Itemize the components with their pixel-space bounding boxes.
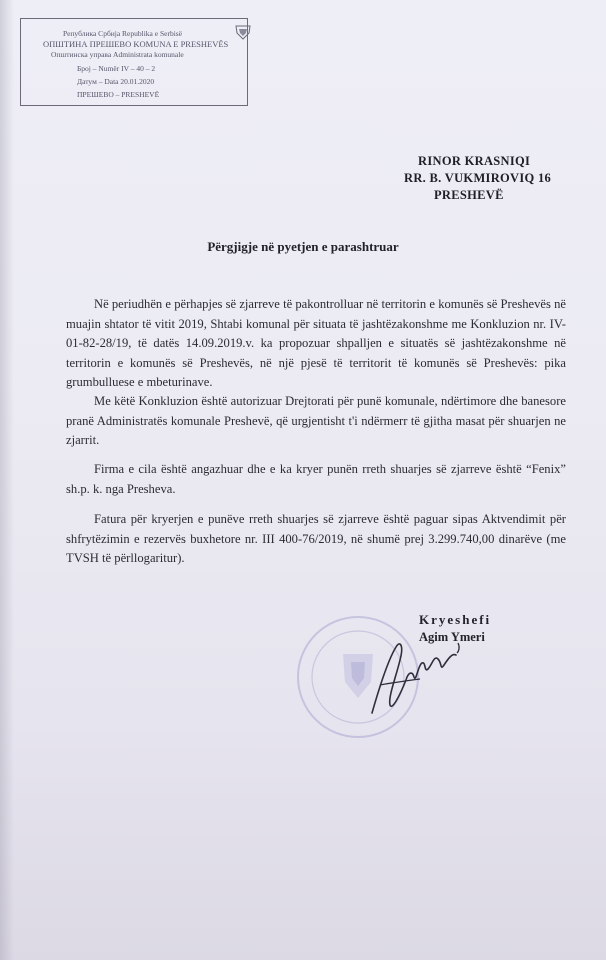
stamp-line-number: Број – Numër IV – 40 – 2 (77, 64, 156, 73)
recipient-name: RINOR KRASNIQI (418, 154, 531, 168)
stamp-line-date: Датум – Data 20.01.2020 (77, 77, 155, 86)
recipient-street: RR. B. VUKMIROVIQ 16 (404, 171, 552, 185)
registry-stamp (20, 18, 248, 106)
document-title: Përgjigje në pyetjen e parashtruar (207, 239, 399, 254)
stamp-line-administration: Општинска управа Administrata komunale (51, 50, 184, 59)
recipient-address (404, 153, 551, 204)
stamp-line-republic: Република Србија Republika e Serbisë (63, 29, 183, 38)
paragraph-4: Fatura për kryerjen e punëve rreth shuarjes së zjarreve është paguar sipas Aktvendimit për shfrytëzimin e rezervës buxhetore nr. III 400-76/2019, në shumë prej 3.299.740,00 dinarëve (me TVSH të përllogaritur). (66, 512, 566, 565)
paragraph-2: Me këtë Konkluzion është autorizuar Drejtorati për punë komunale, ndërtimore dhe banesore pranë Administratës komunale Preshevë, që urgjentisht t'i ndërmerr të gjitha masat për shuarjen ne zjarrit. (66, 394, 566, 447)
page-shadow (0, 0, 14, 960)
signatory-title: Kryeshefi (419, 612, 492, 627)
stamp-line-place: ПРЕШЕВО – PRESHEVË (77, 90, 160, 99)
signatory-name: Agim Ymeri (419, 630, 485, 644)
coat-of-arms-icon (234, 24, 252, 40)
handwritten-signature (360, 625, 470, 720)
stamp-line-municipality: ОПШТИНА ПРЕШЕВО KOMUNA E PRESHEVËS (43, 39, 229, 49)
paragraph-1: Në periudhën e përhapjes së zjarreve të pakontrolluar në territorin e komunës së Preshevës në muajin shtator të vitit 2019, Shtabi komunal për situata të jashtëzakonshme me Konkluzion nr. IV-01-82-28/19, të datës 14.09.2019.v. ka propozuar shpalljen e situatës së jashtëzakonshme në territorin e komunës së Preshevës, në një pjesë të territorit të komunës së Preshevës: pika grumbulluese e mbeturinave. (66, 297, 566, 389)
recipient-city: PRESHEVË (434, 188, 504, 202)
paragraph-3: Firma e cila është angazhuar dhe e ka kryer punën rreth shuarjes së zjarreve është “Fenix” sh.p. k. nga Presheva. (66, 462, 566, 496)
